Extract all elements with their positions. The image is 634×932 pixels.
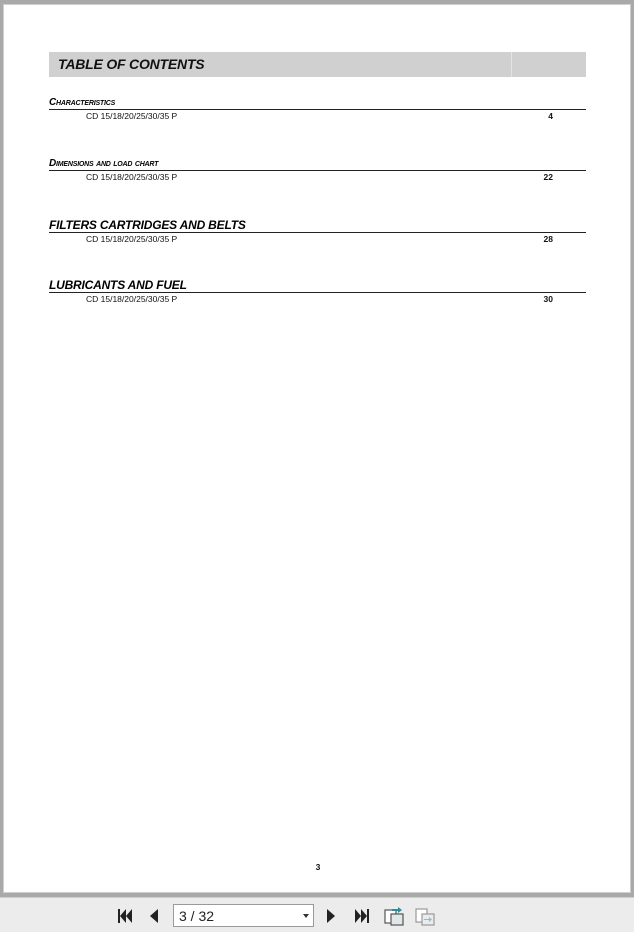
fit-width-button[interactable] [414,906,436,926]
document-page [3,4,631,893]
entry-label: CD 15/18/20/25/30/35 P [86,234,178,244]
next-page-icon [324,907,338,925]
toc-entry[interactable] [49,111,586,123]
previous-page-button[interactable] [146,906,162,926]
toc-entry[interactable] [49,294,586,306]
fit-width-icon [414,905,436,927]
entry-label: CD 15/18/20/25/30/35 P [86,111,178,121]
toc-header [49,52,586,77]
next-page-button[interactable] [323,906,339,926]
page-selector[interactable] [173,904,314,927]
section-title: Characteristics [49,98,586,110]
page-number: 3 [315,862,321,872]
chevron-down-icon [303,914,309,918]
last-page-icon [353,907,371,925]
section-title: FILTERS CARTRIDGES AND BELTS [49,219,586,233]
fit-page-icon [383,905,405,927]
section-title: LUBRICANTS AND FUEL [49,279,586,293]
toc-section-dimensions [49,159,586,184]
viewer-toolbar [0,897,634,932]
entry-label: CD 15/18/20/25/30/35 P [86,294,178,304]
toc-entry[interactable] [49,172,586,184]
entry-page-number: 30 [543,294,553,304]
last-page-button[interactable] [352,906,372,926]
first-page-icon [116,907,134,925]
entry-page-number: 28 [543,234,553,244]
toc-header-strip [511,52,586,77]
toc-title: TABLE OF CONTENTS [58,56,205,72]
toc-section-lubricants [49,279,586,306]
fit-page-button[interactable] [383,906,405,926]
toc-section-filters [49,219,586,246]
entry-page-number: 4 [548,111,553,121]
entry-page-number: 22 [543,172,553,182]
page-indicator: 3 / 32 [179,908,215,924]
toc-section-characteristics [49,98,586,123]
entry-label: CD 15/18/20/25/30/35 P [86,172,178,182]
first-page-button[interactable] [116,906,134,926]
section-title: Dimensions and load chart [49,159,586,171]
toc-entry[interactable] [49,234,586,246]
previous-page-icon [147,907,161,925]
